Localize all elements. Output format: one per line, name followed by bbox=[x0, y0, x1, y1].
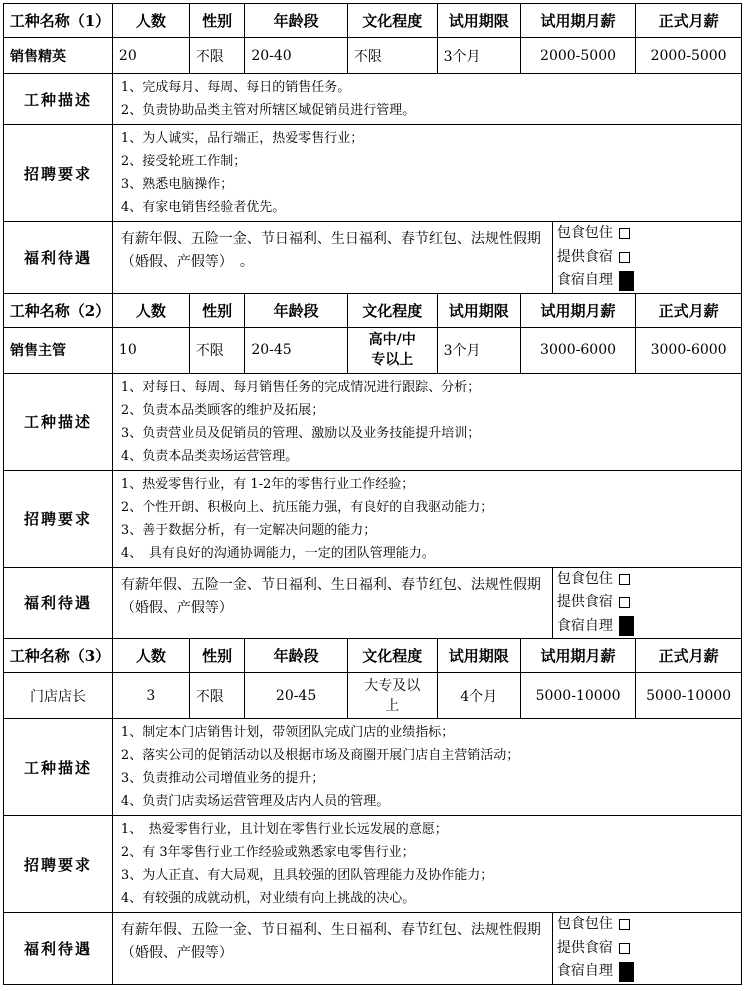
label-benefits: 福利待遇 bbox=[4, 567, 113, 639]
description-line: 4、负责本品类卖场运营管理。 bbox=[120, 448, 299, 464]
education-line: 大专及以 bbox=[364, 677, 421, 694]
job-benefits: 有薪年假、五险一金、节日福利、生日福利、春节红包、法规性假期（婚假、产假等） bbox=[112, 567, 552, 639]
header-formal-salary: 正式月薪 bbox=[636, 4, 742, 38]
job-formal-salary: 3000-6000 bbox=[636, 327, 742, 373]
header-trial-salary: 试用期月薪 bbox=[520, 293, 635, 327]
option-provide-lodging bbox=[557, 246, 737, 270]
job-2-description-row bbox=[4, 373, 742, 470]
job-3-header-row bbox=[4, 639, 742, 673]
header-count: 人数 bbox=[112, 4, 189, 38]
job-trial-salary: 3000-6000 bbox=[520, 327, 635, 373]
requirement-line: 1、为人诚实，品行端正，热爱零售行业； bbox=[120, 131, 364, 146]
header-trial-salary: 试用期月薪 bbox=[520, 639, 635, 673]
option-label: 提供食宿 bbox=[556, 594, 613, 610]
requirement-line: 4、有家电销售经验者优先。 bbox=[120, 200, 286, 215]
header-trial: 试用期限 bbox=[437, 293, 520, 327]
benefit-options bbox=[552, 222, 741, 294]
checkbox-filled-icon bbox=[619, 616, 634, 636]
job-age: 20-45 bbox=[245, 327, 348, 373]
job-header-name: 工种名称（3） bbox=[4, 639, 113, 673]
description-line: 1、制定本门店销售计划，带领团队完成门店的业绩指标； bbox=[120, 725, 455, 740]
checkbox-empty-icon bbox=[619, 252, 630, 263]
requirement-line: 2、个性开朗、积极向上、抗压能力强，有良好的自我驱动能力； bbox=[120, 499, 494, 515]
header-formal-salary: 正式月薪 bbox=[636, 639, 742, 673]
requirement-line: 1、热爱零售行业，有 1-2年的零售行业工作经验； bbox=[120, 476, 415, 492]
option-label: 提供食宿 bbox=[556, 939, 613, 956]
job-trial-salary: 5000-10000 bbox=[520, 673, 635, 719]
job-3-value-row bbox=[4, 673, 742, 719]
job-gender: 不限 bbox=[189, 327, 245, 373]
option-board-lodging bbox=[557, 913, 737, 937]
recruitment-table-wrap bbox=[3, 3, 742, 985]
checkbox-empty-icon bbox=[619, 574, 630, 585]
header-age: 年龄段 bbox=[245, 293, 348, 327]
job-formal-salary: 2000-5000 bbox=[636, 38, 742, 74]
job-requirements bbox=[112, 125, 741, 222]
job-2-requirements-row bbox=[4, 470, 742, 567]
description-line: 2、负责本品类顾客的维护及拓展； bbox=[120, 402, 325, 418]
label-description: 工种描述 bbox=[4, 719, 113, 816]
job-1-header-row bbox=[4, 4, 742, 38]
description-line: 2、负责协助品类主管对所辖区域促销员进行管理。 bbox=[120, 103, 416, 118]
option-label: 食宿自理 bbox=[556, 617, 613, 634]
checkbox-filled-icon bbox=[619, 962, 634, 982]
option-provide-lodging bbox=[557, 591, 737, 615]
job-age: 20-40 bbox=[245, 38, 348, 74]
requirement-line: 1、 热爱零售行业，且计划在零售行业长远发展的意愿； bbox=[120, 822, 448, 837]
job-count: 20 bbox=[112, 38, 189, 74]
job-header-name: 工种名称（2） bbox=[4, 293, 113, 327]
label-description: 工种描述 bbox=[4, 373, 113, 470]
requirement-line: 2、有 3年零售行业工作经验或熟悉家电零售行业； bbox=[120, 845, 415, 860]
job-gender: 不限 bbox=[189, 38, 245, 74]
checkbox-empty-icon bbox=[619, 919, 630, 930]
header-gender: 性别 bbox=[189, 4, 245, 38]
job-benefits: 有薪年假、五险一金、节日福利、生日福利、春节红包、法规性假期（婚假、产假等） bbox=[112, 913, 552, 985]
option-self-arranged bbox=[557, 960, 737, 984]
requirement-line: 3、为人正直、有大局观，且具较强的团队管理能力及协作能力； bbox=[120, 868, 494, 883]
option-label: 包食包住 bbox=[556, 570, 613, 587]
job-trial: 4个月 bbox=[437, 673, 520, 719]
job-count: 3 bbox=[112, 673, 189, 719]
header-gender: 性别 bbox=[189, 639, 245, 673]
job-formal-salary: 5000-10000 bbox=[636, 673, 742, 719]
job-education: 不限 bbox=[347, 38, 437, 74]
option-label: 包食包住 bbox=[556, 916, 613, 932]
checkbox-empty-icon bbox=[619, 597, 630, 608]
job-education bbox=[347, 327, 437, 373]
header-age: 年龄段 bbox=[245, 4, 348, 38]
header-education: 文化程度 bbox=[347, 293, 437, 327]
description-line: 2、落实公司的促销活动以及根据市场及商圈开展门店自主营销活动； bbox=[120, 748, 520, 763]
benefit-options bbox=[552, 567, 741, 639]
header-age: 年龄段 bbox=[245, 639, 348, 673]
job-title: 销售精英 bbox=[4, 38, 113, 74]
label-requirements: 招聘要求 bbox=[4, 125, 113, 222]
job-1-description-row bbox=[4, 74, 742, 125]
description-line: 4、负责门店卖场运营管理及店内人员的管理。 bbox=[120, 794, 390, 809]
recruitment-table bbox=[3, 3, 742, 985]
option-label: 食宿自理 bbox=[556, 963, 613, 979]
job-gender: 不限 bbox=[189, 673, 245, 719]
description-line: 1、对每日、每周、每月销售任务的完成情况进行跟踪、分析； bbox=[120, 379, 481, 395]
header-education: 文化程度 bbox=[347, 4, 437, 38]
job-age: 20-45 bbox=[245, 673, 348, 719]
job-3-benefits-row bbox=[4, 913, 742, 985]
option-self-arranged bbox=[557, 269, 737, 293]
checkbox-filled-icon bbox=[619, 271, 634, 291]
description-line: 3、负责营业员及促销员的管理、激励以及业务技能提升培训； bbox=[120, 425, 481, 441]
job-2-value-row bbox=[4, 327, 742, 373]
label-description: 工种描述 bbox=[4, 74, 113, 125]
job-2-header-row bbox=[4, 293, 742, 327]
requirement-line: 4、有较强的成就动机，对业绩有向上挑战的决心。 bbox=[120, 891, 416, 906]
header-trial: 试用期限 bbox=[437, 4, 520, 38]
education-line: 上 bbox=[385, 697, 400, 714]
label-requirements: 招聘要求 bbox=[4, 470, 113, 567]
benefit-options bbox=[552, 913, 741, 985]
job-header-name: 工种名称（1） bbox=[4, 4, 113, 38]
education-line: 高中/中 bbox=[368, 332, 416, 348]
option-label: 包食包住 bbox=[556, 225, 613, 241]
header-count: 人数 bbox=[112, 293, 189, 327]
job-requirements bbox=[112, 816, 741, 913]
education-line: 专以上 bbox=[371, 352, 414, 368]
job-trial: 3个月 bbox=[437, 327, 520, 373]
job-requirements bbox=[112, 470, 741, 567]
job-trial-salary: 2000-5000 bbox=[520, 38, 635, 74]
option-label: 提供食宿 bbox=[556, 248, 613, 265]
job-1-value-row bbox=[4, 38, 742, 74]
job-2-benefits-row bbox=[4, 567, 742, 639]
job-1-requirements-row bbox=[4, 125, 742, 222]
option-board-lodging bbox=[557, 222, 737, 246]
option-label: 食宿自理 bbox=[556, 272, 613, 288]
job-education bbox=[347, 673, 437, 719]
description-line: 3、负责推动公司增值业务的提升； bbox=[120, 771, 325, 786]
header-gender: 性别 bbox=[189, 293, 245, 327]
job-description bbox=[112, 373, 741, 470]
job-description bbox=[112, 74, 741, 125]
header-trial-salary: 试用期月薪 bbox=[520, 4, 635, 38]
description-line: 1、完成每月、每周、每日的销售任务。 bbox=[120, 80, 351, 95]
option-board-lodging bbox=[557, 568, 737, 592]
job-title: 门店店长 bbox=[4, 673, 113, 719]
requirement-line: 3、善于数据分析，有一定解决问题的能力； bbox=[120, 522, 377, 538]
job-description bbox=[112, 719, 741, 816]
label-benefits: 福利待遇 bbox=[4, 222, 113, 294]
requirement-line: 3、熟悉电脑操作； bbox=[120, 177, 234, 192]
label-requirements: 招聘要求 bbox=[4, 816, 113, 913]
requirement-line: 2、接受轮班工作制； bbox=[120, 154, 247, 169]
header-education: 文化程度 bbox=[347, 639, 437, 673]
job-3-requirements-row bbox=[4, 816, 742, 913]
checkbox-empty-icon bbox=[619, 228, 630, 239]
header-formal-salary: 正式月薪 bbox=[636, 293, 742, 327]
header-count: 人数 bbox=[112, 639, 189, 673]
label-benefits: 福利待遇 bbox=[4, 913, 113, 985]
header-trial: 试用期限 bbox=[437, 639, 520, 673]
option-provide-lodging bbox=[557, 937, 737, 961]
job-count: 10 bbox=[112, 327, 189, 373]
job-3-description-row bbox=[4, 719, 742, 816]
requirement-line: 4、 具有良好的沟通协调能力，一定的团队管理能力。 bbox=[120, 545, 435, 561]
job-trial: 3个月 bbox=[437, 38, 520, 74]
job-title: 销售主管 bbox=[4, 327, 113, 373]
checkbox-empty-icon bbox=[619, 943, 630, 954]
job-1-benefits-row bbox=[4, 222, 742, 294]
job-benefits: 有薪年假、五险一金、节日福利、生日福利、春节红包、法规性假期（婚假、产假等） 。 bbox=[112, 222, 552, 294]
option-self-arranged bbox=[557, 615, 737, 639]
